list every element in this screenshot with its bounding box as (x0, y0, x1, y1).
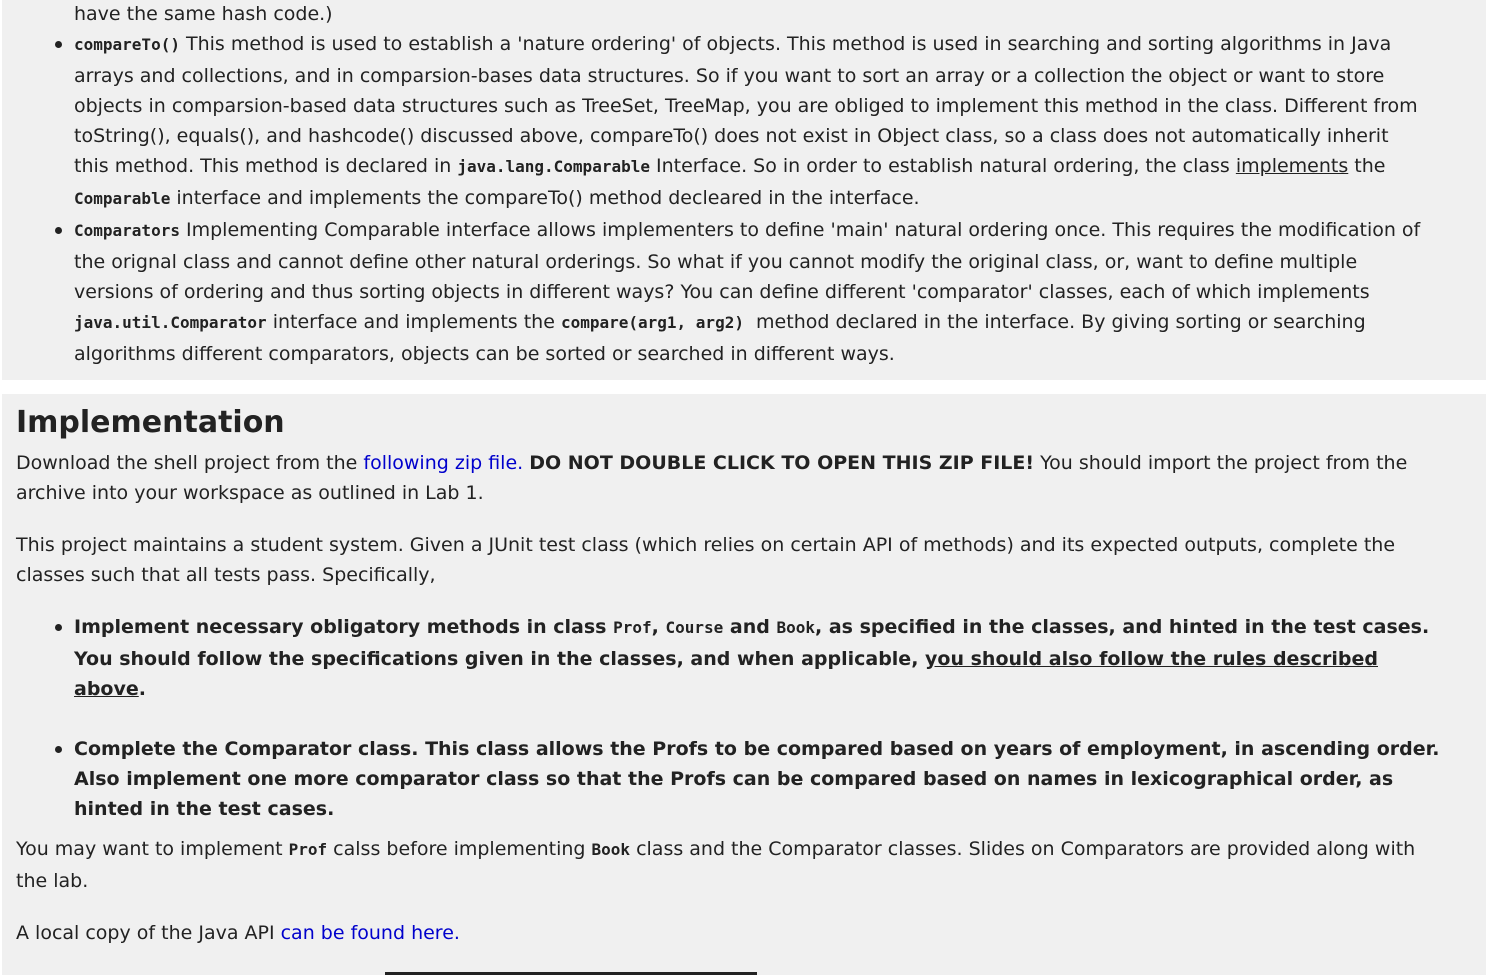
comparator-interface-code: java.util.Comparator (74, 313, 267, 332)
prof-class-code: Prof (613, 618, 652, 637)
java-api-paragraph: A local copy of the Java API can be found here. (16, 922, 460, 944)
prof-code: Prof (288, 840, 328, 859)
java-api-link[interactable]: can be found here. (280, 922, 460, 944)
compareTo-code: compareTo() (74, 35, 180, 54)
warning-text: DO NOT DOUBLE CLICK TO OPEN THIS ZIP FILE! (529, 452, 1035, 474)
zip-file-link[interactable]: following zip file. (363, 452, 524, 474)
compare-method-code: compare(arg1, arg2) (560, 313, 744, 332)
book-class-code: Book (776, 618, 815, 637)
comparable-code: Comparable (74, 189, 171, 208)
bullet-icon (55, 624, 62, 631)
comparable-interface-code: java.lang.Comparable (457, 157, 650, 176)
implementation-panel: Implementation Download the shell project from the following zip file. DO NOT DOUBLE CLICK TO OPEN THIS ZIP FILE! You should import the project from the archive into your workspace as outlined in Lab 1. This project maintains a student system. Given a JUnit test class (which relies on certain API of methods) and its expected outputs, complete the classes such that all tests pass. Specifically, Implement necessary obligatory methods in class Prof, Course and Book, as specified in the classes, and hinted in the test cases. You should follow the specifications given in the classes, and when applicable, you should also follow the rules described above. Complete the Comparator class. This class allows the Profs to be compared based on years of employment, in ascending order. Also implement one more comparator class so that the Profs can be compared based on names in lexicographical order, as hinted in the test cases. You may want to implement Prof calss before implementing Book class and the Comparator classes. Slides on Comparators are provided along with the lab. A local copy of the Java API can be found here. (2, 394, 1486, 975)
hash-code-line: have the same hash code.) (74, 3, 333, 25)
implements-underlined: implements (1235, 155, 1349, 177)
course-class-code: Course (665, 618, 724, 637)
book-code: Book (591, 840, 631, 859)
bullet-icon (55, 227, 62, 234)
comparators-code: Comparators (74, 221, 180, 240)
concepts-panel: have the same hash code.) compareTo() This method is used to establish a 'nature ordering' of objects. This method is used in searching and sorting algorithms in Java arrays and collections, and in comparsion-bases data structures. So if you want to sort an array or a collection the object or want to store objects in comparsion-based data structures such as TreeSet, TreeMap, you are obliged to implement this method in the class. Different from toString(), equals(), and hashcode() discussed above, compareTo() does not exist in Object class, so a class does not automatically inherit this method. This method is declared in java.lang.Comparable Interface. So in order to establish natural ordering, the class implements the Comparable interface and implements the compareTo() method decleared in the interface. Comparators Implementing Comparable interface allows implementers to define 'main' natural ordering once. This requires the modification of the orignal class and cannot define other natural orderings. So what if you cannot modify the original class, or, want to define multiple versions of ordering and thus sorting objects in different ways? You can define different 'comparator' classes, each of which implements java.util.Comparator interface and implements the compare(arg1, arg2) method declared in the interface. By giving sorting or searching algorithms different comparators, objects can be sorted or searched in different ways. (2, 0, 1486, 380)
bullet-icon (55, 746, 62, 753)
bullet-icon (55, 41, 62, 48)
implementation-heading: Implementation (16, 405, 285, 440)
